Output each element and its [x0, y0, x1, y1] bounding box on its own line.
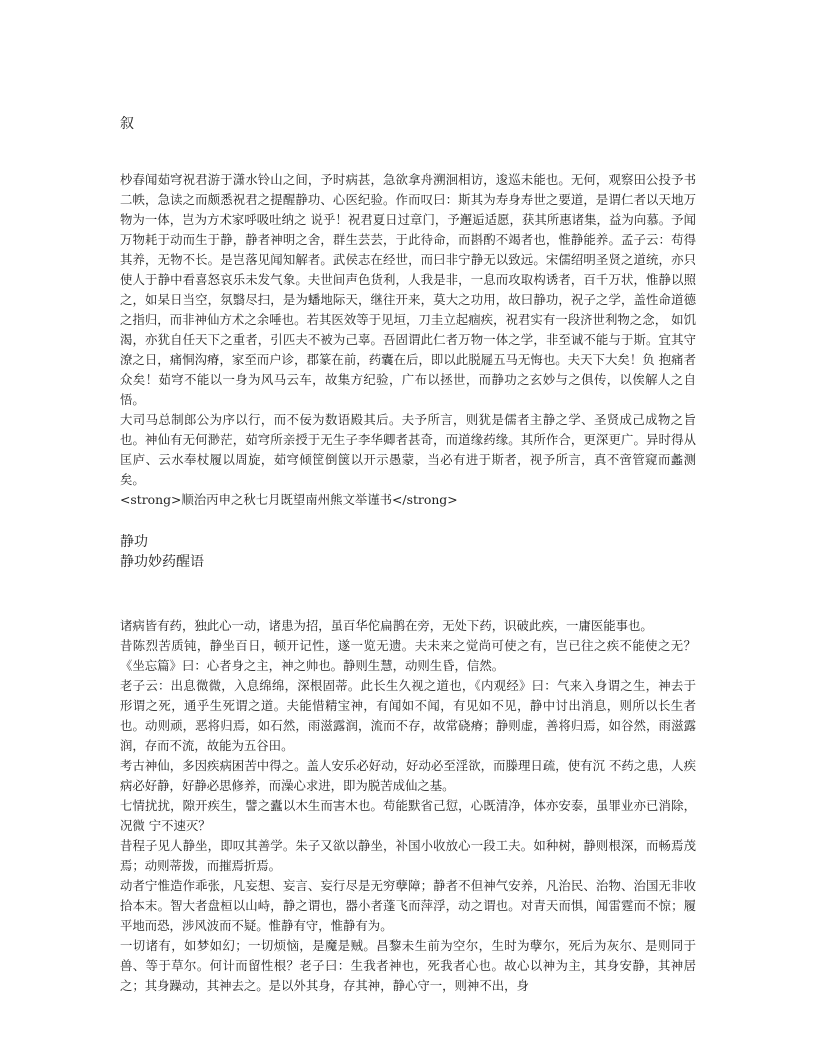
- spacer: [120, 572, 696, 616]
- spacer: [120, 134, 696, 170]
- section-title: 静功: [120, 534, 148, 550]
- section-paragraph-1: 诸病皆有药，独此心一动，诸患为招，虽百华佗扁鹊在旁，无处下药，识破此疾，一庸医能事也。: [120, 618, 653, 633]
- spacer: [120, 510, 696, 532]
- preface-signature: <strong>顺治丙申之秋七月既望南州熊文举谨书</strong>: [120, 492, 458, 507]
- section-paragraph-2: 昔陈烈苦质钝，静坐百日，顿开记性，遂一览无遗。夫未来之觉尚可使之有，岂已往之疾不能使之无？《坐忘篇》曰：心者身之主，神之帅也。静则生慧，动则生昏，信然。: [120, 638, 696, 673]
- section-paragraph-3: 老子云：出息微微，入息绵绵，深根固蒂。此长生久视之道也，《内观经》曰：气来入身谓之生，神去于形谓之死，通乎生死谓之道。夫能惜精宝神，有闻如不闻，有见如不见，静中讨出消息，则所以长生者也。动则顽，恶将归焉，如石然，雨滋露润，流而不存，故常硗瘠；静则虚，善将归焉，如谷然，雨滋露润，存而不流，故能为五谷田。: [120, 678, 696, 753]
- section-paragraph-6: 昔程子见人静坐，即叹其善学。朱子又欲以静坐，补国小收放心一段工夫。如种树，静则根深，而畅焉茂焉；动则蒂拨，而摧焉折焉。: [120, 838, 696, 873]
- section-paragraph-4: 考古神仙，多因疾病困苦中得之。盖人安乐必好动，好动必至淫欲，而滕理日疏，使有沉 不药之患，人疾病必好静，好静必思修养，而澡心求进，即为脱苦成仙之基。: [120, 758, 696, 793]
- section-paragraph-7: 动者宁惟造作乖张，凡妄想、妄言、妄行尽是无穷孽障；静者不但神气安养，凡治民、治物、治国无非收拾本末。智大者盘桓以山峙，静之谓也，器小者蓬飞而萍浮，动之谓也。对青天而惧，闻雷霆而不惊；履平地而恐，涉风波而不疑。惟静有守，惟静有为。: [120, 878, 696, 933]
- section-paragraph-5: 七情扰扰，隙开疾生，譬之蠹以木生而害木也。苟能默省己愆，心既清净，体亦安泰，虽罪业亦已消除，况微 宁不速灭？: [120, 798, 696, 833]
- section-subtitle: 静功妙药醒语: [120, 554, 204, 570]
- document-page: [120, 114, 696, 996]
- preface-paragraph-2: 大司马总制郎公为序以行，而不佞为数语殿其后。夫予所言，则犹是儒者主静之学、圣贤成己成物之旨也。神仙有无何渺茫，茹穹所亲授于无生子李华卿者甚奇，而道缘药缘。其所作合，更深更广。异时得从匡庐、云水奉杖履以周旋，茹穹倾筐倒箧以开示愚蒙，当必有进于斯者，视予所言，真不啻管窥而蠡测矣。: [120, 412, 696, 487]
- preface-title: 叙: [120, 116, 134, 132]
- preface-paragraph-1: 杪春闻茹穹祝君游于潇水铃山之间，予时病甚，急欲拿舟溯洄相访，逡巡未能也。无何，观察田公投予书二帙，急读之而颇悉祝君之提醒静功、心医纪验。作而叹曰：斯其为寿身寿世之要道，是谓仁者以天地万物为一体，岂为方术家呼吸吐纳之 说乎！祝君夏日过章门，予邂逅适愿，获其所惠诸集，益为向慕。予闻万物耗于动而生于静，静者神明之舍，群生芸芸，于此待命，而斟酌不竭者也，惟静能养。孟子云：苟得其养，无物不长。是岂落见闻知解者。武侯志在经世，而曰非宁静无以致远。宋儒绍明圣贤之道统，亦只使人于静中看喜怒哀乐未发气象。夫世间声色货利，人我是非，一息而攻取构诱者，百千万状，惟静以照之，如杲日当空，氛翳尽扫，是为蟠地际天，继往开来，莫大之功用，故曰静功，祝子之学，盖性命道德之指归，而非神仙方术之余唾也。若其医效等于见垣，刀圭立起痼疾，祝君实有一段济世利物之念， 如饥渴，亦犹自任天下之重者，引匹夫不被为己辜。吾固谓此仁者万物一体之学，非至诚不能与于斯。宜其守潦之日，痛恫沟瘠，家至而户诊，郡篆在前，药囊在后，即以此脱屣五马无悔也。夫天下大矣！负 抱痛者众矣！茹穹不能以一身为风马云车，故集方纪验，广布以拯世，而静功之玄妙与之俱传，以俟解人之自悟。: [120, 172, 696, 407]
- section-paragraph-8: 一切诸有，如梦如幻；一切烦恼，是魔是贼。昌黎未生前为空尔，生时为孽尔，死后为灰尔、是则同于兽、等于草尔。何计而留性根？老子曰：生我者神也，死我者心也。故心以神为主，其身安静，其神居之；其身躁动，其神去之。是以外其身，存其神，静心守一，则神不出，身: [120, 938, 696, 993]
